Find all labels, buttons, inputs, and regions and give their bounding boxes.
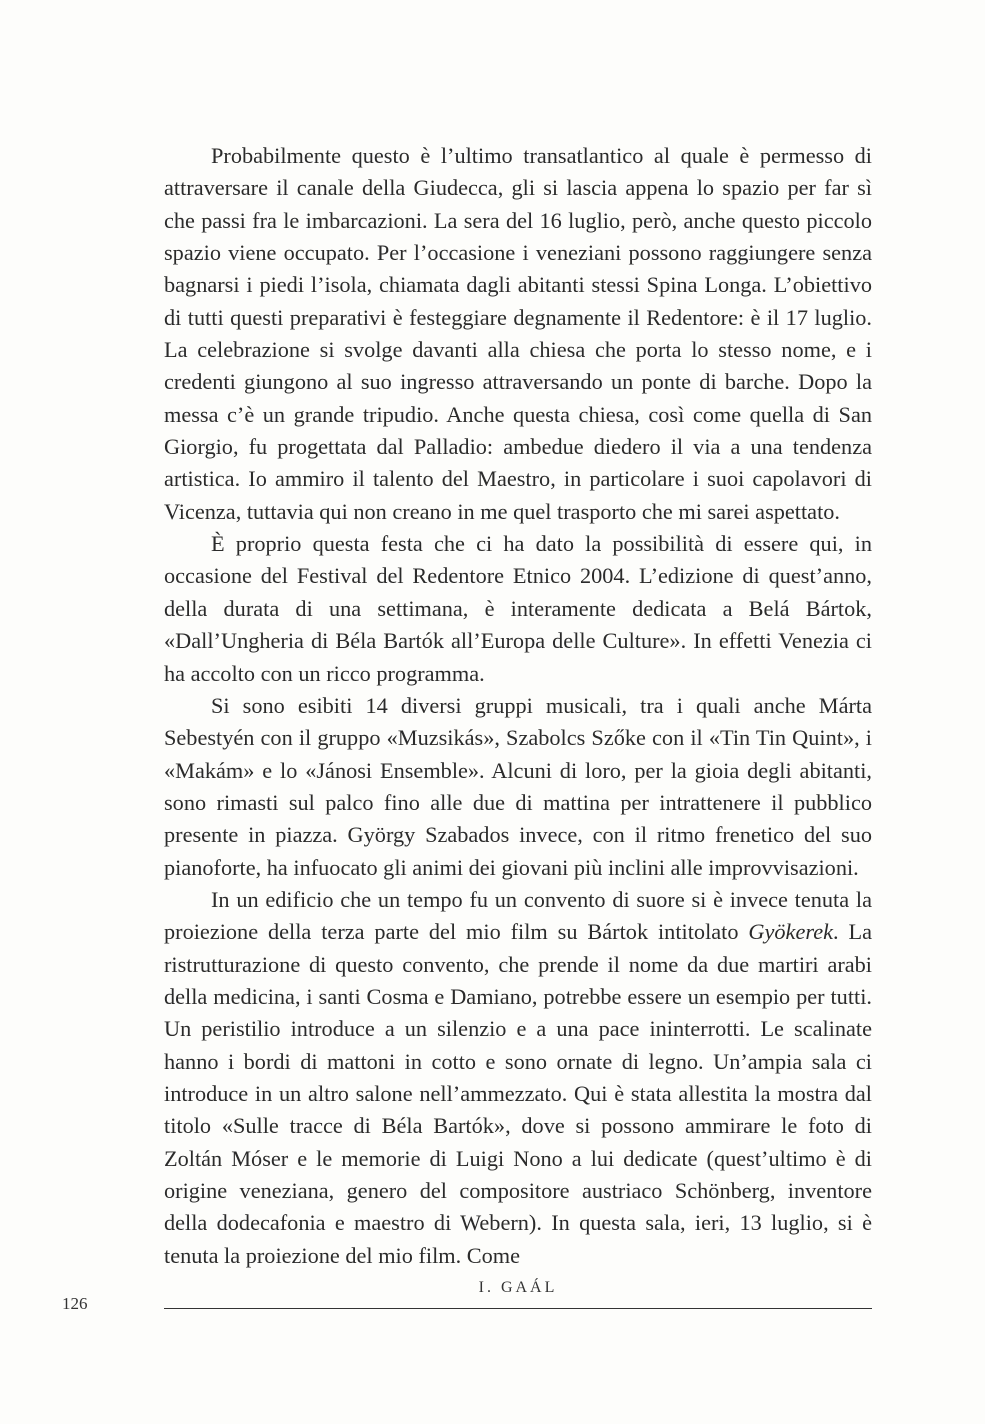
page-number: 126 [62, 1294, 88, 1313]
paragraph: Probabilmente questo è l’ultimo transatlantico al quale è permesso di attraversare il canale della Giudecca, gli si lascia appena lo spazio per far sì che passi fra le imbarcazioni. La sera del 16 luglio, però, anche questo piccolo spazio viene occupato. Per l’occasione i veneziani possono raggiungere senza bagnarsi i piedi l’isola, chiamata dagli abitanti stessi Spina Longa. L’obiettivo di tutti questi preparativi è festeggiare degnamente il Redentore: è il 17 luglio. La celebrazione si svolge davanti alla chiesa che porta lo stesso nome, e i credenti giungono al suo ingresso attraversando un ponte di barche. Dopo la messa c’è un grande tripudio. Anche questa chiesa, così come quella di San Giorgio, fu progettata dal Palladio: ambedue diedero il via a una tendenza artistica. Io ammiro il talento del Maestro, in particolare i suoi capolavori di Vicenza, tuttavia qui non creano in me quel trasporto che mi sarei aspettato. [164, 143, 872, 524]
film-title: Gyökerek [748, 919, 833, 945]
paragraph [164, 884, 872, 1272]
paragraph: Si sono esibiti 14 diversi gruppi musicali, tra i quali anche Márta Sebestyén con il gruppo «Muzsikás», Szabolcs Szőke con il «Tin Tin Quint», i «Makám» e lo «Jánosi Ensemble». Alcuni di loro, per la gioia degli abitanti, sono rimasti sul palco fino alle due di mattina per intrattenere il pubblico presente in piazza. György Szabados invece, con il ritmo frenetico del suo pianoforte, ha infuocato gli animi dei giovani più inclini alle improvvisazioni. [164, 692, 872, 880]
body-text [164, 140, 872, 1272]
paragraph: È proprio questa festa che ci ha dato la possibilità di essere qui, in occasione del Festival del Redentore Etnico 2004. L’edizione di quest’anno, della durata di una settimana, è interamente dedicata a Belá Bártok, «Dall’Ungheria di Béla Bartók all’Europa delle Culture». In effetti Venezia ci ha accolto con un ricco programma. [164, 531, 872, 686]
running-footer-author: I. GAÁL [478, 1279, 558, 1296]
paragraph-text: In un edificio che un tempo fu un convento di suore si è invece tenuta la proiezione della terza parte del mio film su Bártok intitolato [164, 886, 872, 945]
paragraph-text: . La ristrutturazione di questo convento, che prende il nome da due martiri arabi della medicina, i santi Cosma e Damiano, potrebbe essere un esempio per tutti. Un peristilio introduce a un silenzio e a una pace ininterrotti. Le scalinate hanno i bordi di mattoni in cotto e sono ornate di legno. Un’ampia sala ci introduce in un altro salone nell’ammezzato. Qui è stata allestita la mostra dal titolo «Sulle tracce di Béla Bartók», dove si possono ammirare le foto di Zoltán Móser e le memorie di Luigi Nono a lui dedicate (quest’ultimo è di origine veneziana, genero del compositore austriaco Schönberg, inventore della dodecafonia e maestro di Webern). In questa sala, ieri, 13 luglio, si è tenuta la proiezione del mio film. Come [164, 919, 872, 1268]
footer-rule [164, 1308, 872, 1309]
